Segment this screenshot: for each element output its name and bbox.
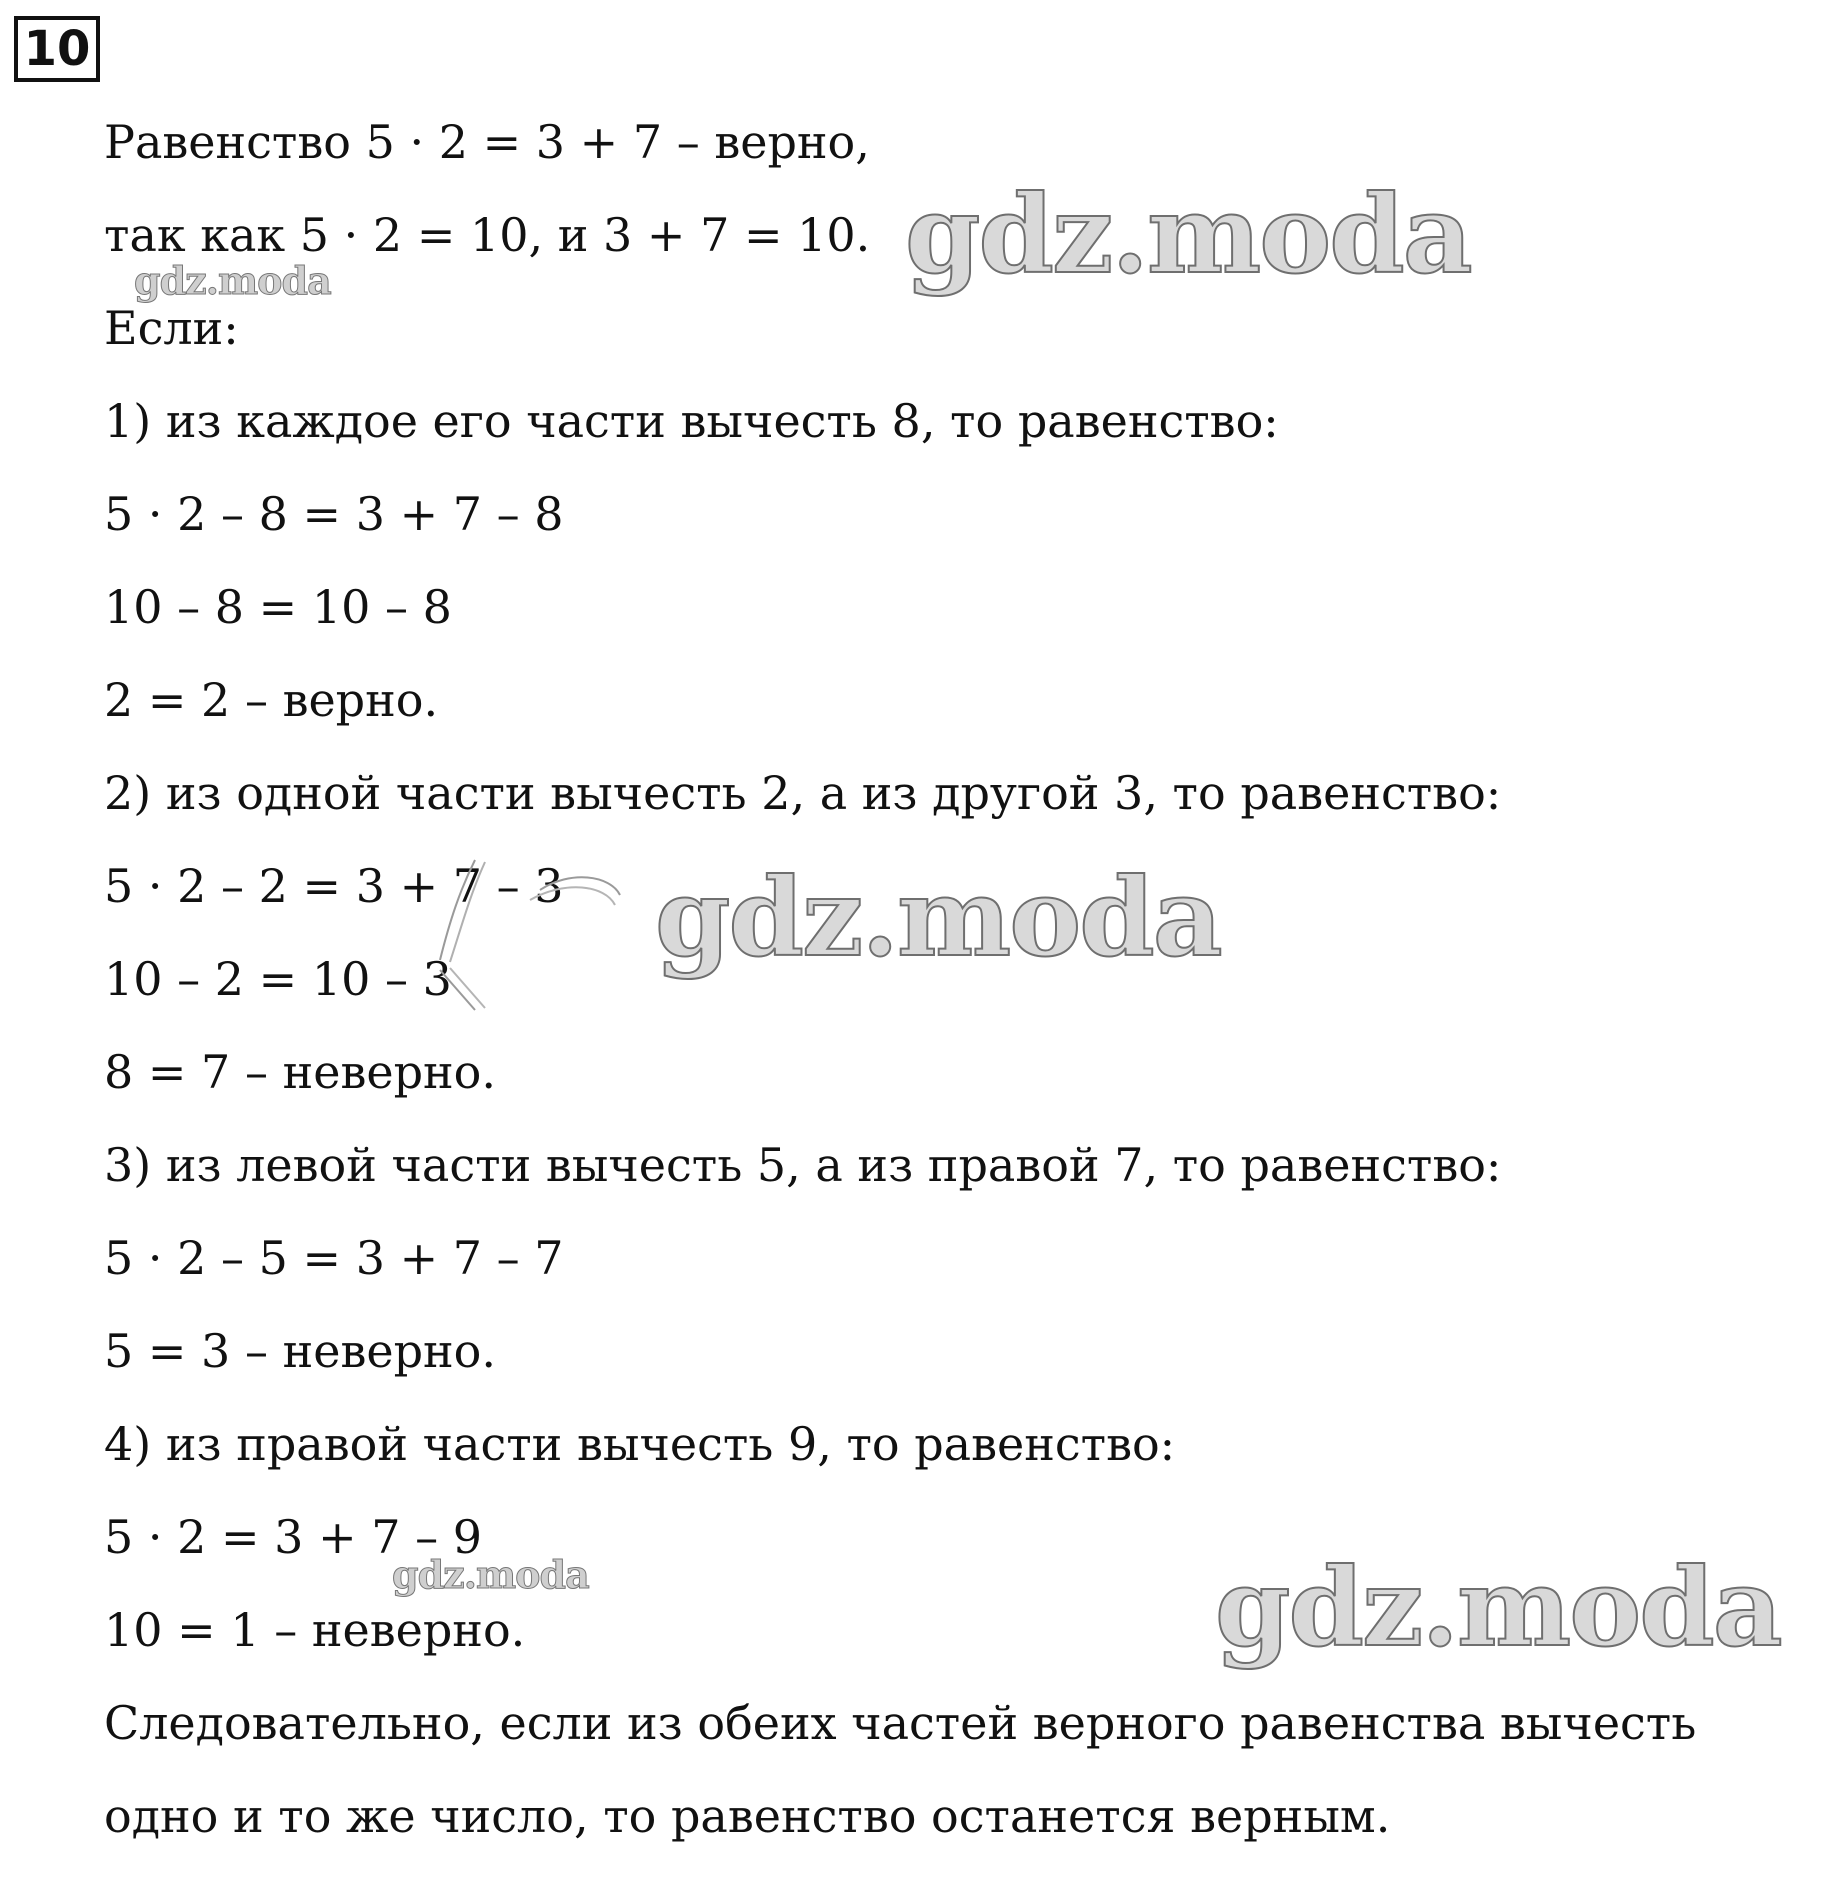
watermark: gdz.moda xyxy=(905,172,1471,298)
equation-line: 8 = 7 – неверно. xyxy=(104,1045,496,1099)
conclusion-line: одно и то же число, то равенство останется верным. xyxy=(104,1789,1391,1843)
watermark: gdz.moda xyxy=(134,258,331,303)
solution-text xyxy=(104,108,1824,1875)
text-line: так как 5 · 2 = 10, и 3 + 7 = 10. xyxy=(104,208,871,262)
watermark: gdz.moda xyxy=(392,1552,589,1597)
equation-line: 10 – 8 = 10 – 8 xyxy=(104,580,452,634)
watermark: gdz.moda xyxy=(655,855,1221,981)
text-line: 2) из одной части вычесть 2, а из другой 3, то равенство: xyxy=(104,766,1502,820)
equation-line: 5 · 2 – 8 = 3 + 7 – 8 xyxy=(104,487,564,541)
equation-line: 2 = 2 – верно. xyxy=(104,673,439,727)
task-number-box: 10 xyxy=(14,16,100,82)
equation-line: 5 · 2 – 5 = 3 + 7 – 7 xyxy=(104,1231,564,1285)
equation-line: 10 – 2 = 10 – 3 xyxy=(104,952,452,1006)
watermark: gdz.moda xyxy=(1215,1545,1781,1671)
equation-line: 5 · 2 – 2 = 3 + 7 – 3 xyxy=(104,859,564,913)
equation-line: 10 = 1 – неверно. xyxy=(104,1603,526,1657)
text-line: 1) из каждое его части вычесть 8, то равенство: xyxy=(104,394,1279,448)
text-line: Равенство 5 · 2 = 3 + 7 – верно, xyxy=(104,115,870,169)
text-line: 4) из правой части вычесть 9, то равенство: xyxy=(104,1417,1176,1471)
watermark-scribble xyxy=(380,850,640,1020)
conclusion-line: Следовательно, если из обеих частей верного равенства вычесть xyxy=(104,1696,1697,1750)
equation-line: 5 = 3 – неверно. xyxy=(104,1324,496,1378)
text-line: 3) из левой части вычесть 5, а из правой 7, то равенство: xyxy=(104,1138,1502,1192)
equation-line: 5 · 2 = 3 + 7 – 9 xyxy=(104,1510,483,1564)
text-line: Если: xyxy=(104,301,239,355)
